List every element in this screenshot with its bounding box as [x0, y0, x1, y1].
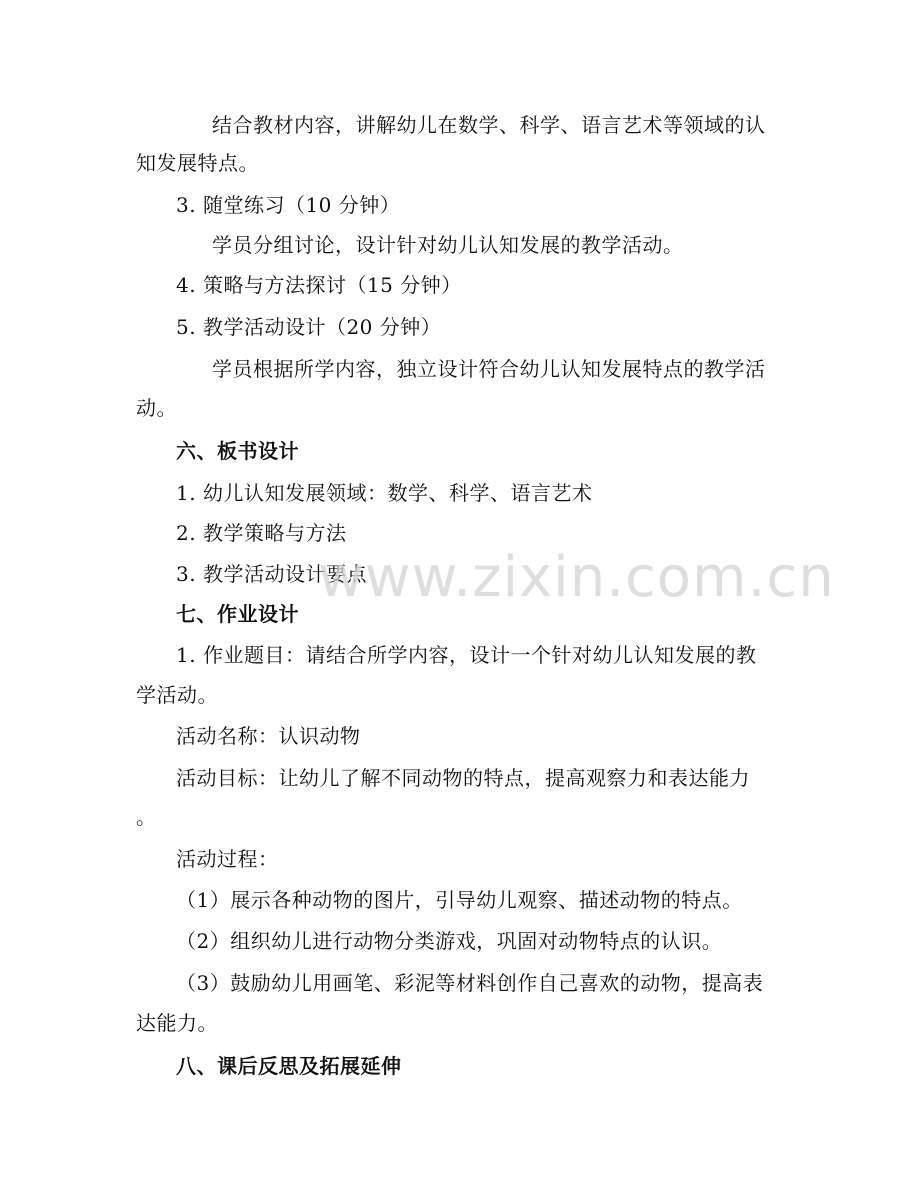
- paragraph-line: 知发展特点。: [136, 151, 259, 175]
- list-item: 4. 策略与方法探讨（15 分钟）: [176, 273, 462, 297]
- list-item: 1. 幼儿认知发展领域：数学、科学、语言艺术: [176, 481, 593, 505]
- paragraph-line: 活动过程：: [176, 847, 279, 871]
- paragraph-line: 。: [136, 805, 157, 829]
- paragraph-line: 达能力。: [136, 1011, 218, 1035]
- paragraph-line: 学员根据所学内容，独立设计符合幼儿认知发展特点的教学活: [212, 357, 766, 381]
- paragraph-line: 学员分组讨论，设计针对幼儿认知发展的教学活动。: [212, 233, 684, 257]
- list-item: （3）鼓励幼儿用画笔、彩泥等材料创作自己喜欢的动物，提高表: [176, 971, 764, 995]
- list-item: 1. 作业题目：请结合所学内容，设计一个针对幼儿认知发展的教: [176, 643, 757, 667]
- paragraph-line: 学活动。: [136, 683, 218, 707]
- list-item: 3. 教学活动设计要点: [176, 562, 367, 586]
- list-item: 2. 教学策略与方法: [176, 521, 347, 545]
- section-heading: 六、板书设计: [176, 439, 299, 463]
- watermark: www.zixin.com.cn: [318, 545, 835, 610]
- section-heading: 八、课后反思及拓展延伸: [176, 1054, 402, 1078]
- section-heading: 七、作业设计: [176, 602, 299, 626]
- list-item: （1）展示各种动物的图片，引导幼儿观察、描述动物的特点。: [176, 888, 743, 912]
- paragraph-line: 活动目标：让幼儿了解不同动物的特点，提高观察力和表达能力: [176, 766, 750, 790]
- paragraph-line: 活动名称：认识动物: [176, 724, 361, 748]
- list-item: （2）组织幼儿进行动物分类游戏，巩固对动物特点的认识。: [176, 929, 723, 953]
- paragraph-line: 动。: [136, 396, 177, 420]
- paragraph-line: 结合教材内容，讲解幼儿在数学、科学、语言艺术等领域的认: [212, 113, 766, 137]
- list-item: 5. 教学活动设计（20 分钟）: [176, 315, 442, 339]
- list-item: 3. 随堂练习（10 分钟）: [176, 193, 401, 217]
